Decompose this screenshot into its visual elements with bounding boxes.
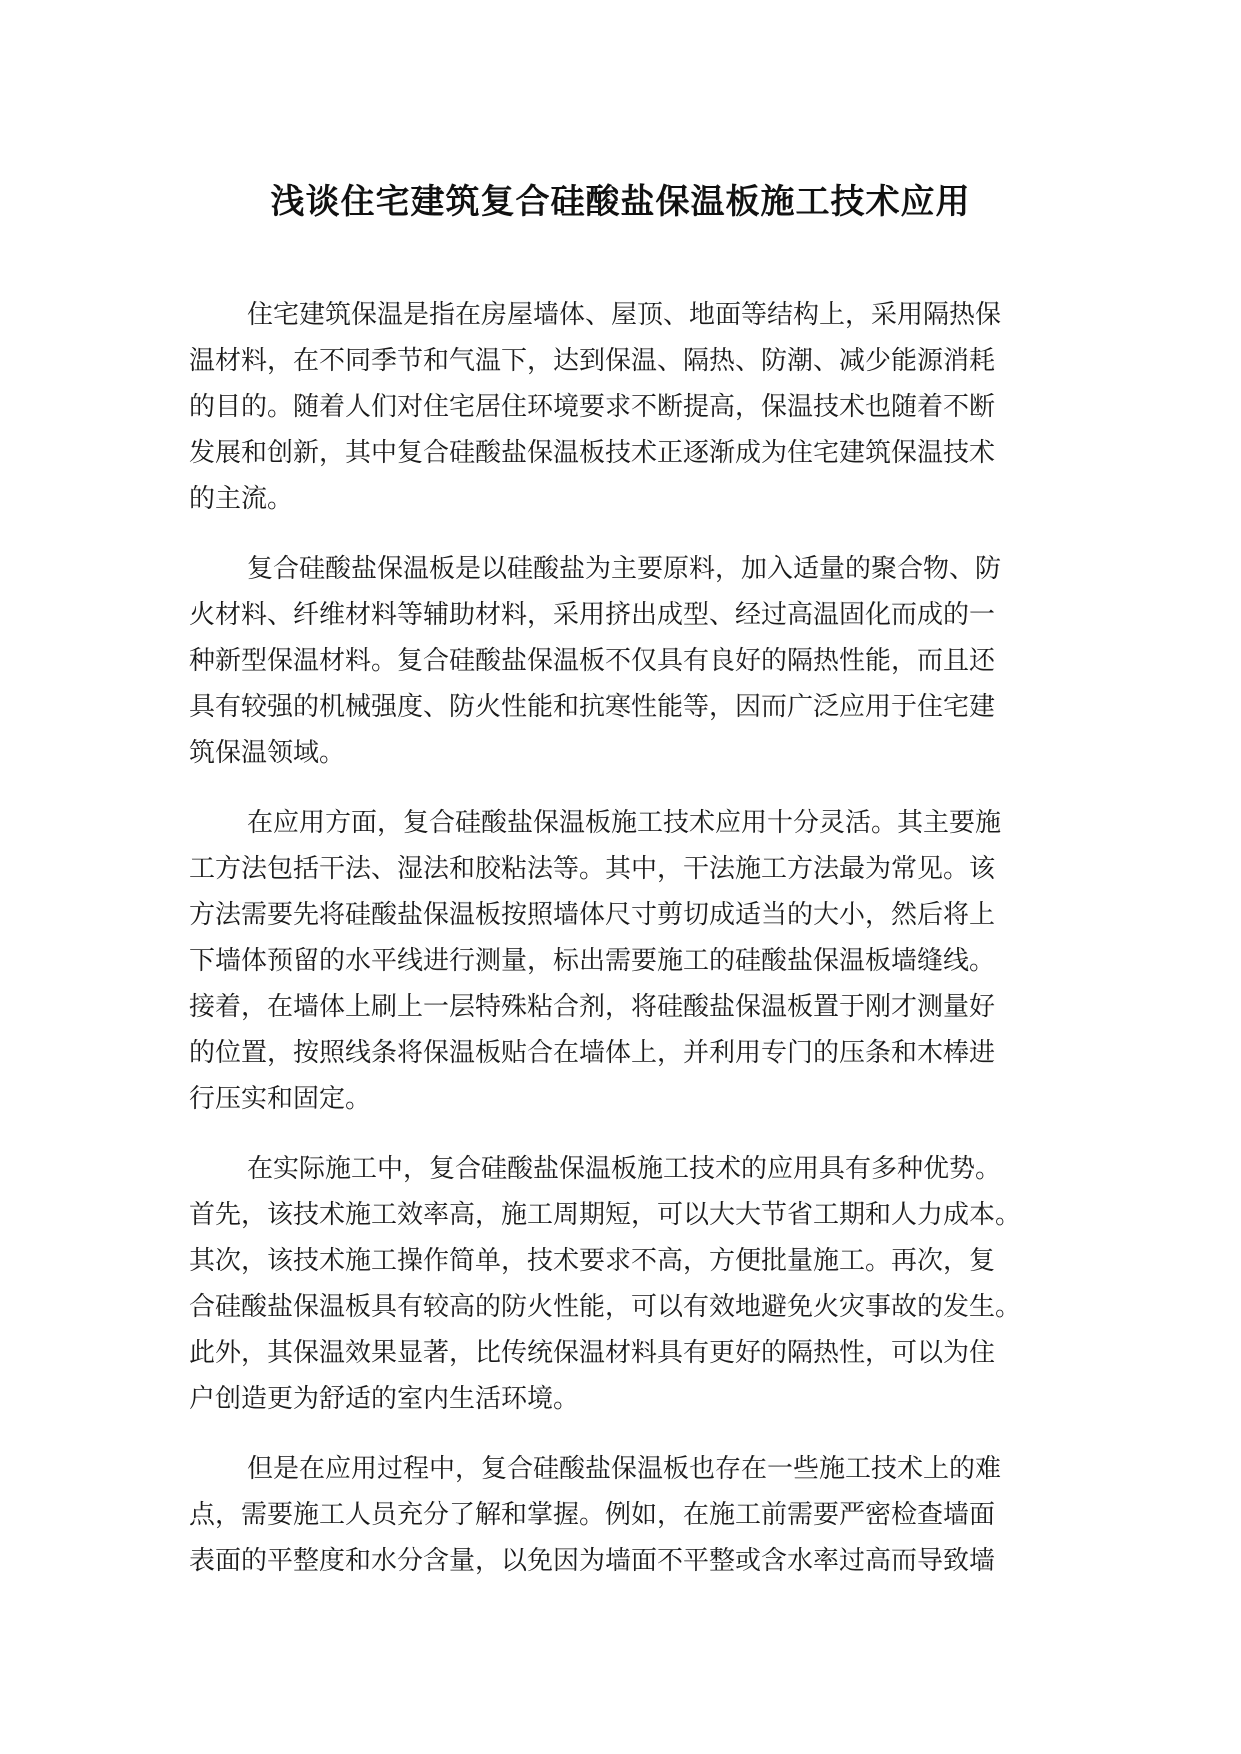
paragraph-line: 种新型保温材料。复合硅酸盐保温板不仅具有良好的隔热性能，而且还 [189, 646, 996, 676]
paragraph-line: 首先，该技术施工效率高，施工周期短，可以大大节省工期和人力成本。 [189, 1200, 1022, 1230]
paragraph-2 [189, 546, 1079, 776]
paragraph-line: 点，需要施工人员充分了解和掌握。例如，在施工前需要严密检查墙面 [189, 1500, 996, 1530]
document-body [189, 292, 1079, 1608]
paragraph-line: 筑保温领域。 [189, 738, 346, 768]
paragraph-line: 接着，在墙体上刷上一层特殊粘合剂，将硅酸盐保温板置于刚才测量好 [189, 992, 996, 1022]
paragraph-line: 其次，该技术施工操作简单，技术要求不高，方便批量施工。再次，复 [189, 1246, 996, 1276]
paragraph-line: 的主流。 [189, 484, 294, 514]
paragraph-line: 工方法包括干法、湿法和胶粘法等。其中，干法施工方法最为常见。该 [189, 854, 996, 884]
paragraph-line: 行压实和固定。 [189, 1084, 372, 1114]
paragraph-line: 在实际施工中，复合硅酸盐保温板施工技术的应用具有多种优势。 [247, 1154, 1002, 1184]
paragraph-line: 户创造更为舒适的室内生活环境。 [189, 1384, 580, 1414]
paragraph-line: 发展和创新，其中复合硅酸盐保温板技术正逐渐成为住宅建筑保温技术 [189, 438, 996, 468]
paragraph-line: 下墙体预留的水平线进行测量，标出需要施工的硅酸盐保温板墙缝线。 [189, 946, 996, 976]
paragraph-line: 的目的。随着人们对住宅居住环境要求不断提高，保温技术也随着不断 [189, 392, 996, 422]
paragraph-line: 住宅建筑保温是指在房屋墙体、屋顶、地面等结构上，采用隔热保 [247, 300, 1002, 330]
paragraph-line: 在应用方面，复合硅酸盐保温板施工技术应用十分灵活。其主要施 [247, 808, 1002, 838]
document-title: 浅谈住宅建筑复合硅酸盐保温板施工技术应用 [270, 182, 971, 222]
paragraph-line: 合硅酸盐保温板具有较高的防火性能，可以有效地避免火灾事故的发生。 [189, 1292, 1022, 1322]
paragraph-4 [189, 1146, 1079, 1422]
paragraph-1 [189, 292, 1079, 522]
paragraph-line: 温材料，在不同季节和气温下，达到保温、隔热、防潮、减少能源消耗 [189, 346, 996, 376]
paragraph-line: 表面的平整度和水分含量，以免因为墙面不平整或含水率过高而导致墙 [189, 1546, 996, 1576]
paragraph-line: 的位置，按照线条将保温板贴合在墙体上，并利用专门的压条和木棒进 [189, 1038, 996, 1068]
paragraph-line: 此外，其保温效果显著，比传统保温材料具有更好的隔热性，可以为住 [189, 1338, 996, 1368]
paragraph-line: 具有较强的机械强度、防火性能和抗寒性能等，因而广泛应用于住宅建 [189, 692, 996, 722]
paragraph-line: 但是在应用过程中，复合硅酸盐保温板也存在一些施工技术上的难 [247, 1454, 1002, 1484]
paragraph-3 [189, 800, 1079, 1122]
paragraph-line: 复合硅酸盐保温板是以硅酸盐为主要原料，加入适量的聚合物、防 [247, 554, 1002, 584]
paragraph-5 [189, 1446, 1079, 1584]
paragraph-line: 方法需要先将硅酸盐保温板按照墙体尺寸剪切成适当的大小，然后将上 [189, 900, 996, 930]
paragraph-line: 火材料、纤维材料等辅助材料，采用挤出成型、经过高温固化而成的一 [189, 600, 996, 630]
